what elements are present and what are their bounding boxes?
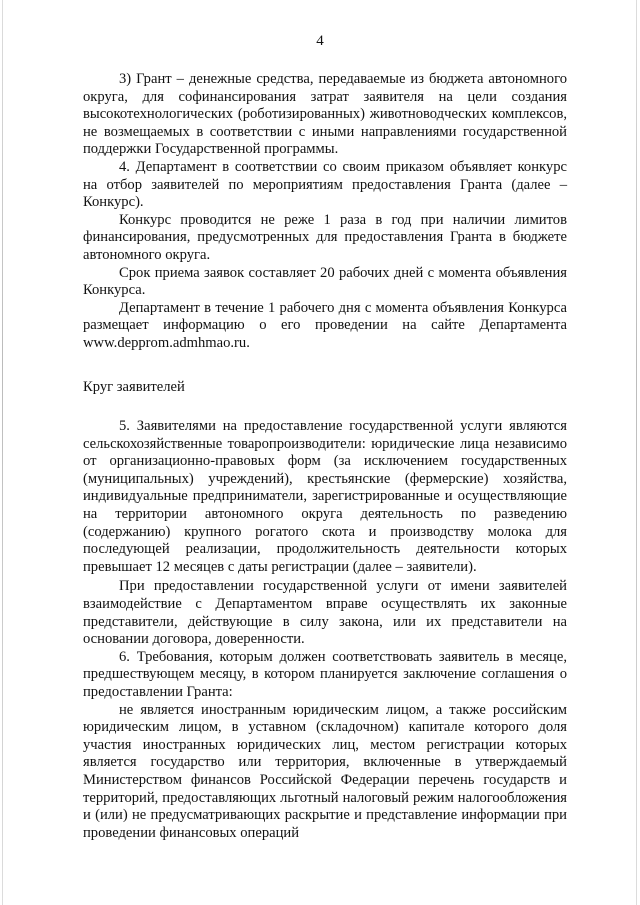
right-scan-edge <box>636 0 637 905</box>
paragraph-website-info: Департамент в течение 1 рабочего дня с момента объявления Конкурса размещает информацию о его проведении на сайте Департамента www.depprom.admhmao.ru. <box>83 299 567 351</box>
paragraph-representatives: При предоставлении государственной услуги от имени заявителей взаимодействие с Департаментом вправе осуществлять их законные представители, действующие в силу закона, или их представители на основании договора, доверенности. <box>83 578 567 648</box>
paragraph-applicants: 5. Заявителями на предоставление государственной услуги являются сельскохозяйственные товаропроизводители: юридические лица независимо от организационно-правовых форм (за исключением государственных (муниципальных) учреждений), крестьянские (фермерские) хозяйства, индивидуальные предприниматели, зарегистрированные и осуществляющие на территории автономного округа деятельность по разведению (содержанию) крупного рогатого скота и производству молока для последующей реализации, продолжительность деятельности которых превышает 12 месяцев с даты регистрации (далее – заявители). <box>83 418 567 575</box>
paragraph-requirements: 6. Требования, которым должен соответствовать заявитель в месяце, предшествующем месяцу, в котором планируется заключение соглашения о предоставлении Гранта: <box>83 648 567 700</box>
document-body <box>83 71 567 842</box>
paragraph-contest-announcement: 4. Департамент в соответствии со своим приказом объявляет конкурс на отбор заявителей по мероприятиям предоставления Гранта (далее – Конкурс). <box>83 158 567 211</box>
paragraph-application-period: Срок приема заявок составляет 20 рабочих дней с момента объявления Конкурса. <box>83 264 567 299</box>
left-scan-edge <box>2 0 3 905</box>
paragraph-contest-frequency: Конкурс проводится не реже 1 раза в год при наличии лимитов финансирования, предусмотренных для предоставления Гранта в бюджете автономного округа. <box>83 211 567 263</box>
paragraph-foreign-entity-requirement: не является иностранным юридическим лицом, а также российским юридическим лицом, в уставном (складочном) капитале которого доля участия иностранных юридических лиц, местом регистрации которых является государство или территория, включенные в утверждаемый Министерством финансов Российской Федерации перечень государств и территорий, предоставляющих льготный налоговый режим налогообложения и (или) не предусматривающих раскрытие и представление информации при проведении финансовых операций <box>83 701 567 841</box>
page-number: 4 <box>316 33 324 49</box>
section-heading: Круг заявителей <box>83 378 185 395</box>
paragraph-grant-definition: 3) Грант – денежные средства, передаваемые из бюджета автономного округа, для софинансирования затрат заявителя на цели создания высокотехнологических (роботизированных) животноводческих комплексов, не возмещаемых в соответствии с иными направлениями государственной поддержки Государственной программы. <box>83 71 567 158</box>
